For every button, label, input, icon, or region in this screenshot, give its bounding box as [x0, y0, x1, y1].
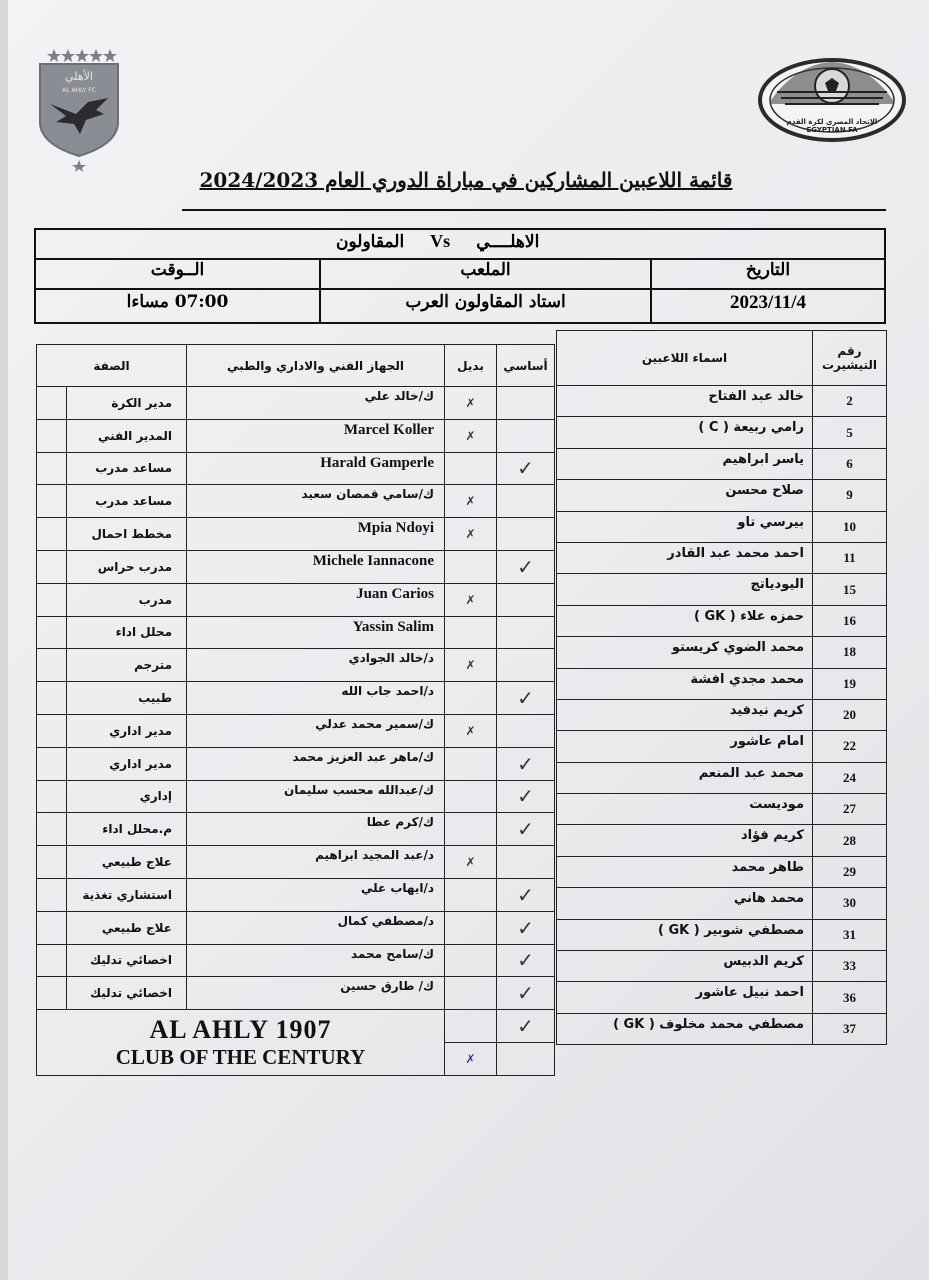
starter-cell	[497, 714, 555, 747]
staff-name: Marcel Koller	[187, 419, 445, 452]
staff-role: مساعد مدرب	[67, 485, 187, 518]
substitute-cell	[445, 977, 497, 1010]
staff-row	[37, 846, 555, 879]
staff-name-header: الجهاز الفني والاداري والطبي	[187, 345, 445, 387]
staff-name: ك/خالد علي	[187, 387, 445, 420]
cross-icon: ✗	[465, 395, 476, 410]
starter-mark-icon	[497, 911, 555, 944]
shirt-number: 9	[813, 480, 887, 511]
page-title: قائمة اللاعبين المشاركين في مباراة الدوري العام 2024/2023	[199, 168, 733, 192]
blank-cell	[37, 583, 67, 616]
starter-header: أساسي	[497, 345, 555, 387]
starter-mark-icon	[497, 944, 555, 977]
staff-role: اخصائي تدليك	[67, 944, 187, 977]
staff-name: Michele Iannacone	[187, 550, 445, 583]
player-name: حمزه علاء ( GK )	[557, 605, 813, 636]
check-icon: ✓	[517, 817, 534, 842]
staff-name: د/احمد جاب الله	[187, 682, 445, 715]
staff-header-row	[37, 345, 555, 387]
staff-row	[37, 518, 555, 551]
staff-role: علاج طبيعي	[67, 846, 187, 879]
staff-row	[37, 583, 555, 616]
player-row	[557, 794, 887, 825]
shirt-number: 36	[813, 982, 887, 1013]
staff-name: Yassin Salim	[187, 616, 445, 649]
shirt-number: 31	[813, 919, 887, 950]
header-divider	[36, 288, 884, 290]
check-icon: ✓	[517, 456, 534, 481]
shirt-number: 33	[813, 951, 887, 982]
starter-cell	[497, 1042, 555, 1075]
match-time: 07:00 مساءا	[126, 292, 229, 312]
player-name: كريم نيدفيد	[557, 699, 813, 730]
substitute-cell	[445, 878, 497, 911]
substitute-cell	[445, 682, 497, 715]
staff-row	[37, 649, 555, 682]
staff-role: علاج طبيعي	[67, 911, 187, 944]
club-footer	[37, 1010, 445, 1076]
shirt-number: 10	[813, 511, 887, 542]
staff-row	[37, 780, 555, 813]
shirt-number: 11	[813, 542, 887, 573]
player-name: كريم الدبيس	[557, 951, 813, 982]
starter-cell	[497, 518, 555, 551]
cross-icon: ✗	[465, 428, 476, 443]
check-icon: ✓	[517, 915, 534, 940]
starter-cell	[497, 649, 555, 682]
staff-name: Mpia Ndoyi	[187, 518, 445, 551]
substitute-mark-icon	[445, 714, 497, 747]
staff-name: د/عبد المجيد ابراهيم	[187, 846, 445, 879]
staff-table	[36, 344, 555, 1076]
player-name: طاهر محمد	[557, 856, 813, 887]
player-name: امام عاشور	[557, 731, 813, 762]
substitute-mark-icon	[445, 387, 497, 420]
substitute-cell	[445, 813, 497, 846]
staff-row	[37, 878, 555, 911]
substitute-mark-icon	[445, 583, 497, 616]
staff-row	[37, 944, 555, 977]
staff-row	[37, 682, 555, 715]
match-header	[34, 228, 886, 324]
starter-mark-icon	[497, 780, 555, 813]
blank-cell	[37, 419, 67, 452]
match-row	[36, 230, 884, 260]
player-row	[557, 637, 887, 668]
staff-name: ك/ طارق حسين	[187, 977, 445, 1010]
staff-name: Harald Gamperle	[187, 452, 445, 485]
shirt-number: 24	[813, 762, 887, 793]
starter-mark-icon	[497, 813, 555, 846]
cross-icon: ✗	[465, 723, 476, 738]
staff-role: محلل اداء	[67, 616, 187, 649]
blank-cell	[37, 616, 67, 649]
starter-cell	[497, 583, 555, 616]
venue-label: الملعب	[460, 260, 511, 280]
footer-line-2: CLUB OF THE CENTURY	[115, 1044, 366, 1069]
staff-role: مدير الكرة	[67, 387, 187, 420]
blank-cell	[37, 846, 67, 879]
role-header: الصفة	[37, 345, 187, 387]
staff-row	[37, 1010, 555, 1043]
match-title	[336, 231, 539, 252]
shirt-number: 16	[813, 605, 887, 636]
staff-role: مدرب حراس	[67, 550, 187, 583]
player-row	[557, 982, 887, 1013]
blank-cell	[37, 649, 67, 682]
number-header: رقم التيشيرت	[813, 331, 887, 386]
player-name: ياسر ابراهيم	[557, 448, 813, 479]
staff-name: ك/كرم عطا	[187, 813, 445, 846]
shirt-number: 15	[813, 574, 887, 605]
substitute-mark-icon	[445, 1042, 497, 1075]
player-name: كريم فؤاد	[557, 825, 813, 856]
player-row	[557, 731, 887, 762]
staff-row	[37, 616, 555, 649]
shirt-number: 6	[813, 448, 887, 479]
player-row	[557, 762, 887, 793]
staff-row	[37, 550, 555, 583]
starter-mark-icon	[497, 1010, 555, 1043]
staff-name: د/خالد الجوادي	[187, 649, 445, 682]
blank-cell	[37, 485, 67, 518]
player-row	[557, 417, 887, 448]
substitute-cell	[445, 550, 497, 583]
staff-role: مدير اداري	[67, 747, 187, 780]
staff-row	[37, 419, 555, 452]
blank-cell	[37, 387, 67, 420]
shirt-number: 20	[813, 699, 887, 730]
staff-name: ك/ماهر عبد العزيز محمد	[187, 747, 445, 780]
date-label: التاريخ	[745, 260, 791, 280]
player-name: محمد هاني	[557, 888, 813, 919]
starter-mark-icon	[497, 682, 555, 715]
substitute-cell	[445, 1010, 497, 1043]
check-icon: ✓	[517, 882, 534, 907]
substitute-mark-icon	[445, 518, 497, 551]
player-name: احمد محمد عبد القادر	[557, 542, 813, 573]
starter-mark-icon	[497, 452, 555, 485]
shirt-number: 29	[813, 856, 887, 887]
staff-name: د/ايهاب علي	[187, 878, 445, 911]
starter-mark-icon	[497, 550, 555, 583]
blank-cell	[37, 977, 67, 1010]
player-row	[557, 951, 887, 982]
starter-cell	[497, 616, 555, 649]
starter-mark-icon	[497, 878, 555, 911]
player-name: مصطفي محمد مخلوف ( GK )	[557, 1013, 813, 1044]
staff-role: مدرب	[67, 583, 187, 616]
crest-arabic: الأهلي	[65, 70, 93, 83]
player-name: محمد عبد المنعم	[557, 762, 813, 793]
shirt-number: 27	[813, 794, 887, 825]
player-name: خالد عبد الفتاح	[557, 386, 813, 417]
check-icon: ✓	[517, 981, 534, 1006]
player-row	[557, 574, 887, 605]
starter-cell	[497, 485, 555, 518]
name-header: اسماء اللاعبين	[557, 331, 813, 386]
player-row	[557, 542, 887, 573]
substitute-mark-icon	[445, 846, 497, 879]
player-row	[557, 668, 887, 699]
players-header-row	[557, 331, 887, 386]
check-icon: ✓	[517, 686, 534, 711]
efa-english: EGYPTIAN FA	[806, 126, 858, 134]
staff-name: ك/سمير محمد عدلي	[187, 714, 445, 747]
substitute-mark-icon	[445, 649, 497, 682]
staff-row	[37, 813, 555, 846]
blank-cell	[37, 780, 67, 813]
starter-cell	[497, 846, 555, 879]
player-name: مصطفي شوبير ( GK )	[557, 919, 813, 950]
starter-mark-icon	[497, 747, 555, 780]
blank-cell	[37, 813, 67, 846]
player-row	[557, 448, 887, 479]
cross-icon: ✗	[465, 1051, 476, 1066]
player-row	[557, 825, 887, 856]
staff-role: إداري	[67, 780, 187, 813]
staff-row	[37, 387, 555, 420]
match-date: 2023/11/4	[729, 292, 806, 313]
staff-role: طبيب	[67, 682, 187, 715]
vs-label: Vs	[430, 231, 451, 251]
efa-caption	[784, 118, 880, 134]
player-name: رامي ربيعة ( C )	[557, 417, 813, 448]
player-row	[557, 511, 887, 542]
check-icon: ✓	[517, 554, 534, 579]
shirt-number: 2	[813, 386, 887, 417]
footer-line-1: AL AHLY 1907	[149, 1014, 332, 1044]
starter-cell	[497, 419, 555, 452]
substitute-cell	[445, 780, 497, 813]
player-name: اليودياتج	[557, 574, 813, 605]
blank-cell	[37, 682, 67, 715]
player-name: احمد نبيل عاشور	[557, 982, 813, 1013]
staff-name: د/مصطفي كمال	[187, 911, 445, 944]
blank-cell	[37, 452, 67, 485]
substitute-mark-icon	[445, 419, 497, 452]
substitute-cell	[445, 616, 497, 649]
cross-icon: ✗	[465, 527, 476, 542]
staff-role: استشاري تغذية	[67, 878, 187, 911]
away-team: المقاولون	[336, 232, 405, 252]
substitute-cell	[445, 944, 497, 977]
time-label: الــوقت	[150, 260, 205, 280]
player-row	[557, 856, 887, 887]
shirt-number: 18	[813, 637, 887, 668]
substitute-mark-icon	[445, 485, 497, 518]
staff-role: المدير الفني	[67, 419, 187, 452]
eagle-crest-icon	[36, 44, 122, 172]
shirt-number: 37	[813, 1013, 887, 1044]
staff-row	[37, 911, 555, 944]
shirt-number: 30	[813, 888, 887, 919]
blank-cell	[37, 944, 67, 977]
shirt-number: 28	[813, 825, 887, 856]
staff-role: م.محلل اداء	[67, 813, 187, 846]
substitute-cell	[445, 911, 497, 944]
cross-icon: ✗	[465, 494, 476, 509]
shirt-number: 22	[813, 731, 887, 762]
blank-cell	[37, 911, 67, 944]
cross-icon: ✗	[465, 855, 476, 870]
cross-icon: ✗	[465, 592, 476, 607]
players-table	[556, 330, 887, 1045]
check-icon: ✓	[517, 784, 534, 809]
staff-row	[37, 977, 555, 1010]
player-name: موديست	[557, 794, 813, 825]
blank-cell	[37, 550, 67, 583]
staff-role: مساعد مدرب	[67, 452, 187, 485]
staff-row	[37, 452, 555, 485]
sub-header: بديل	[445, 345, 497, 387]
title-divider	[182, 209, 886, 211]
staff-name: ك/عبدالله محسب سليمان	[187, 780, 445, 813]
starter-mark-icon	[497, 977, 555, 1010]
player-row	[557, 480, 887, 511]
check-icon: ✓	[517, 948, 534, 973]
staff-role: مترجم	[67, 649, 187, 682]
player-name: بيرسي تاو	[557, 511, 813, 542]
staff-name: ك/سامح محمد	[187, 944, 445, 977]
staff-row	[37, 485, 555, 518]
shirt-number: 19	[813, 668, 887, 699]
blank-cell	[37, 878, 67, 911]
efa-arabic: الاتحاد المصري لكرة القدم	[786, 118, 878, 126]
match-venue: استاد المقاولون العرب	[405, 292, 566, 312]
home-team: الاهلــــي	[476, 232, 540, 252]
player-row	[557, 919, 887, 950]
blank-cell	[37, 714, 67, 747]
check-icon: ✓	[517, 751, 534, 776]
player-row	[557, 386, 887, 417]
player-name: محمد مجدي افشة	[557, 668, 813, 699]
crest-caption: AL AHLY FC	[62, 87, 96, 94]
staff-name: Juan Carios	[187, 583, 445, 616]
staff-role: مدير اداري	[67, 714, 187, 747]
cross-icon: ✗	[465, 658, 476, 673]
player-row	[557, 605, 887, 636]
shirt-number: 5	[813, 417, 887, 448]
check-icon: ✓	[517, 1014, 534, 1039]
staff-row	[37, 747, 555, 780]
blank-cell	[37, 747, 67, 780]
player-row	[557, 888, 887, 919]
blank-cell	[37, 518, 67, 551]
substitute-cell	[445, 747, 497, 780]
starter-cell	[497, 387, 555, 420]
substitute-cell	[445, 452, 497, 485]
staff-role: مخطط احمال	[67, 518, 187, 551]
staff-name: ك/سامي قمصان سعيد	[187, 485, 445, 518]
player-name: صلاح محسن	[557, 480, 813, 511]
staff-role: اخصائي تدليك	[67, 977, 187, 1010]
staff-row	[37, 714, 555, 747]
player-row	[557, 699, 887, 730]
player-name: محمد الضوي كريستو	[557, 637, 813, 668]
player-row	[557, 1013, 887, 1044]
